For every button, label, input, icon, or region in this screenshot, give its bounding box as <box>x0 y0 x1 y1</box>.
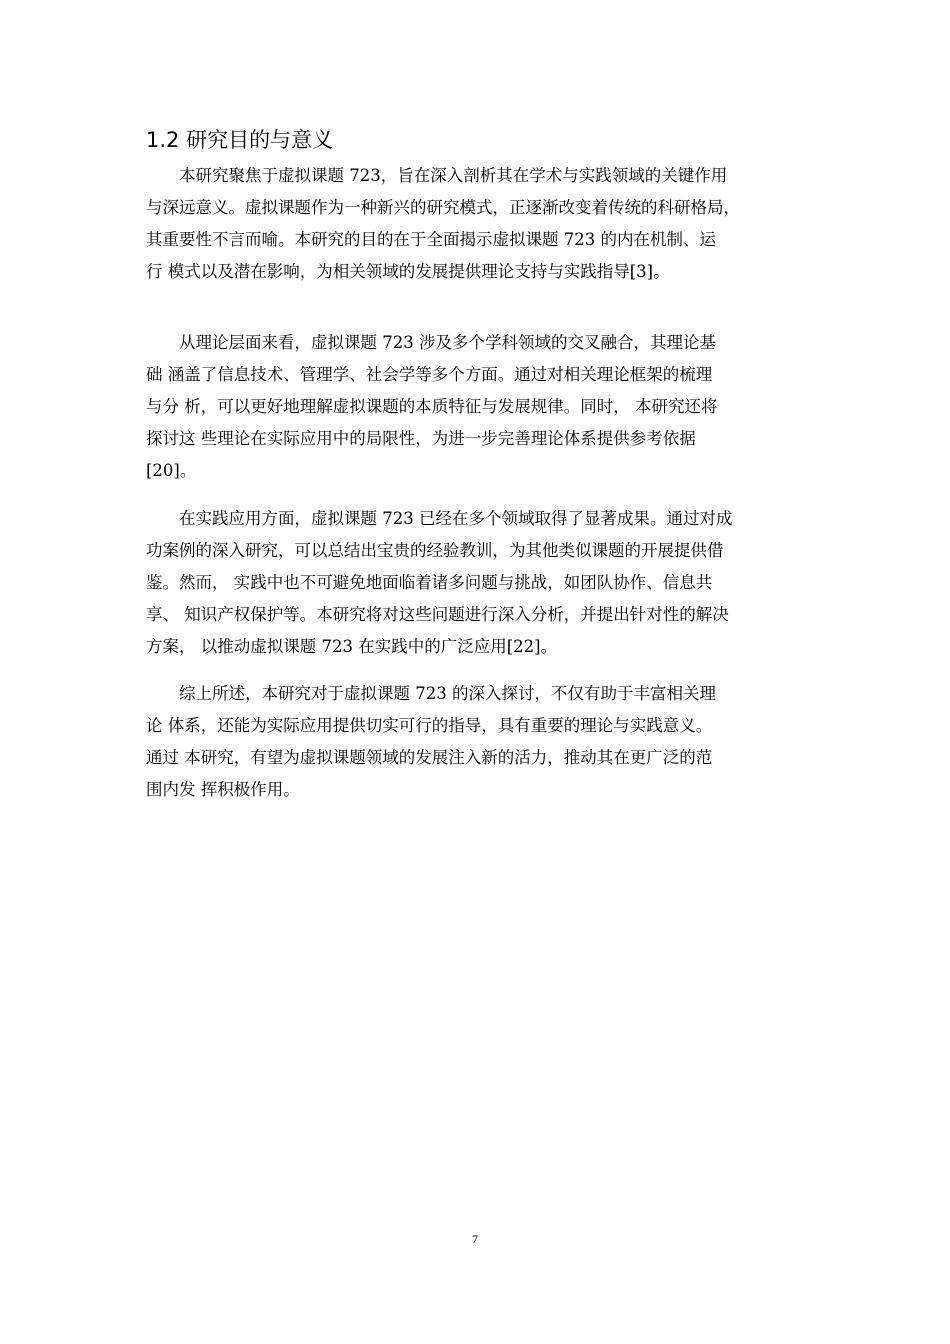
paragraph-practice <box>146 503 826 663</box>
section-heading: 1.2 研究目的与意义 <box>146 128 334 152</box>
paragraph-purpose <box>146 160 826 288</box>
text-line: 在实践应用方面，虚拟课题 723 已经在多个领域取得了显著成果。通过对成 <box>179 509 733 528</box>
text-line: 论 体系，还能为实际应用提供切实可行的指导，具有重要的理论与实践意义。 <box>146 716 713 735</box>
text-line: [20]。 <box>146 461 197 480</box>
text-line: 本研究聚焦于虚拟课题 723，旨在深入剖析其在学术与实践领域的关键作用 <box>179 166 728 185</box>
text-line: 探讨这 些理论在实际应用中的局限性，为进一步完善理论体系提供参考依据 <box>146 429 696 448</box>
text-line: 其重要性不言而喻。本研究的目的在于全面揭示虚拟课题 723 的内在机制、运 <box>146 230 716 249</box>
text-line: 通过 本研究，有望为虚拟课题领域的发展注入新的活力，推动其在更广泛的范 <box>146 748 713 767</box>
paragraph-theory <box>146 327 826 487</box>
text-line: 从理论层面来看，虚拟课题 723 涉及多个学科领域的交叉融合，其理论基 <box>179 333 716 352</box>
text-line: 方案， 以推动虚拟课题 723 在实践中的广泛应用[22]。 <box>146 637 558 656</box>
text-line: 围内发 挥积极作用。 <box>146 780 300 799</box>
page-number: 7 <box>472 1232 478 1246</box>
text-line: 功案例的深入研究，可以总结出宝贵的经验教训，为其他类似课题的开展提供借 <box>146 541 724 560</box>
text-line: 鉴。然而， 实践中也不可避免地面临着诸多问题与挑战，如团队协作、信息共 <box>146 573 713 592</box>
text-line: 综上所述，本研究对于虚拟课题 723 的深入探讨，不仅有助于丰富相关理 <box>179 684 716 703</box>
text-line: 行 模式以及潜在影响，为相关领域的发展提供理论支持与实践指导[3]。 <box>146 262 670 281</box>
text-line: 享、 知识产权保护等。本研究将对这些问题进行深入分析，并提出针对性的解决 <box>146 605 729 624</box>
paragraph-summary <box>146 678 826 806</box>
text-line: 础 涵盖了信息技术、管理学、社会学等多个方面。通过对相关理论框架的梳理 <box>146 365 713 384</box>
text-line: 与深远意义。虚拟课题作为一种新兴的研究模式，正逐渐改变着传统的科研格局， <box>146 198 740 217</box>
text-line: 与分 析，可以更好地理解虚拟课题的本质特征与发展规律。同时， 本研究还将 <box>146 397 718 416</box>
